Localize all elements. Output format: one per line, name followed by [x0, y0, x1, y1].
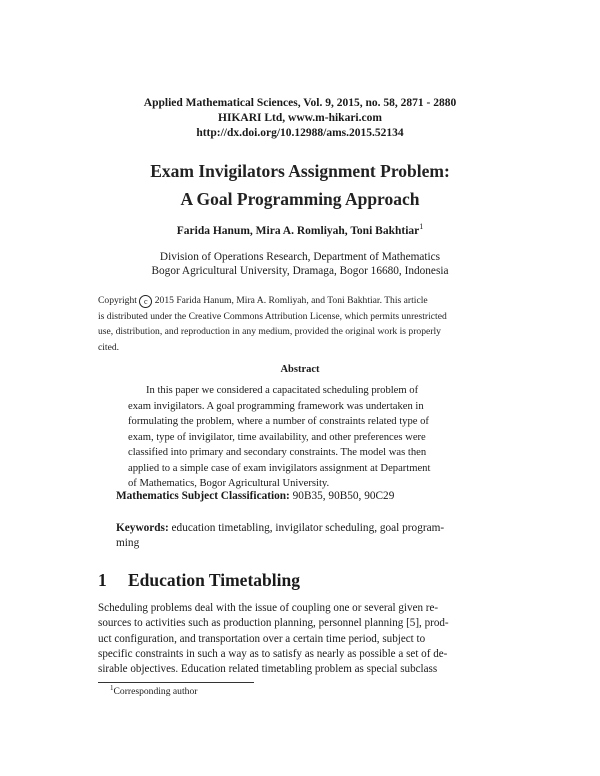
section-body [98, 601, 489, 677]
body-line: Scheduling problems deal with the issue of coupling one or several given re- [98, 602, 439, 614]
body-line: sources to activities such as production planning, personnel planning [5], prod- [98, 617, 449, 630]
footnote-rule [98, 682, 254, 683]
author-list [0, 222, 600, 237]
keywords-line [116, 521, 488, 536]
publisher-line: HIKARI Ltd, www.m-hikari.com [218, 112, 382, 124]
msc-value: 90B35, 90B50, 90C29 [292, 490, 395, 502]
abstract-heading: Abstract [280, 364, 320, 375]
copyright-line: cited. [98, 341, 120, 353]
paper-title-line-2: A Goal Programming Approach [180, 189, 420, 209]
abstract-line: classified into primary and secondary constraints. The model was then [128, 447, 427, 458]
section-title: Education Timetabling [128, 570, 300, 590]
copyright-icon: c [139, 295, 152, 308]
msc-label: Mathematics Subject Classification: [116, 490, 290, 502]
copyright-line: is distributed under the Creative Commons Attribution License, which permits unrestricted [98, 310, 447, 322]
body-line: sirable objectives. Education related timetabling problem as special subclass [98, 663, 438, 676]
abstract-body [128, 383, 464, 492]
footnote-mark: 1 [110, 684, 114, 692]
subject-classification [116, 490, 394, 502]
abstract-line: In this paper we considered a capacitated scheduling problem of [146, 385, 419, 396]
copyright-text: 2015 Farida Hanum, Mira A. Romliyah, and Toni Bakhtiar. This article [154, 295, 428, 306]
affiliation-line-2: Bogor Agricultural University, Dramaga, Bogor 16680, Indonesia [151, 265, 449, 277]
section-number: 1 [98, 570, 107, 590]
author-names: Farida Hanum, Mira A. Romliyah, Toni Bakhtiar [176, 224, 420, 237]
doi-line: http://dx.doi.org/10.12988/ams.2015.52134 [196, 127, 404, 139]
abstract-line: formulating the problem, where a number of constraints related type of [128, 416, 429, 427]
body-line: specific constraints in such a way as to satisfy as nearly as possible a set of de- [98, 647, 448, 660]
abstract-line: exam invigilators. A goal programming framework was undertaken in [128, 400, 424, 412]
affiliation-line-1: Division of Operations Research, Department of Mathematics [159, 251, 441, 263]
footnote-text: Corresponding author [113, 686, 198, 698]
keywords-label: Keywords: [116, 522, 169, 534]
keywords-text: education timetabling, invigilator scheduling, goal program- [171, 522, 445, 534]
journal-citation: Applied Mathematical Sciences, Vol. 9, 2015, no. 58, 2871 - 2880 [143, 97, 457, 109]
paper-title-line-1: Exam Invigilators Assignment Problem: [150, 161, 450, 181]
footnote [110, 684, 197, 697]
copyright-word: Copyright [98, 295, 137, 306]
keywords-line: ming [116, 537, 140, 549]
abstract-line: exam, type of invigilator, time availability, and other preferences were [128, 431, 426, 443]
author-footnote-mark: 1 [419, 222, 424, 231]
copyright-line [98, 293, 498, 309]
keywords-block [116, 521, 488, 551]
copyright-line: use, distribution, and reproduction in any medium, provided the original work is properly [98, 326, 441, 337]
copyright-notice [98, 293, 498, 355]
abstract-line: of Mathematics, Bogor Agricultural University. [128, 478, 330, 489]
section-heading [98, 570, 300, 591]
abstract-line: applied to a simple case of exam invigilators assignment at Department [128, 462, 431, 474]
body-line: uct configuration, and transportation over a certain time period, subject to [98, 632, 426, 645]
